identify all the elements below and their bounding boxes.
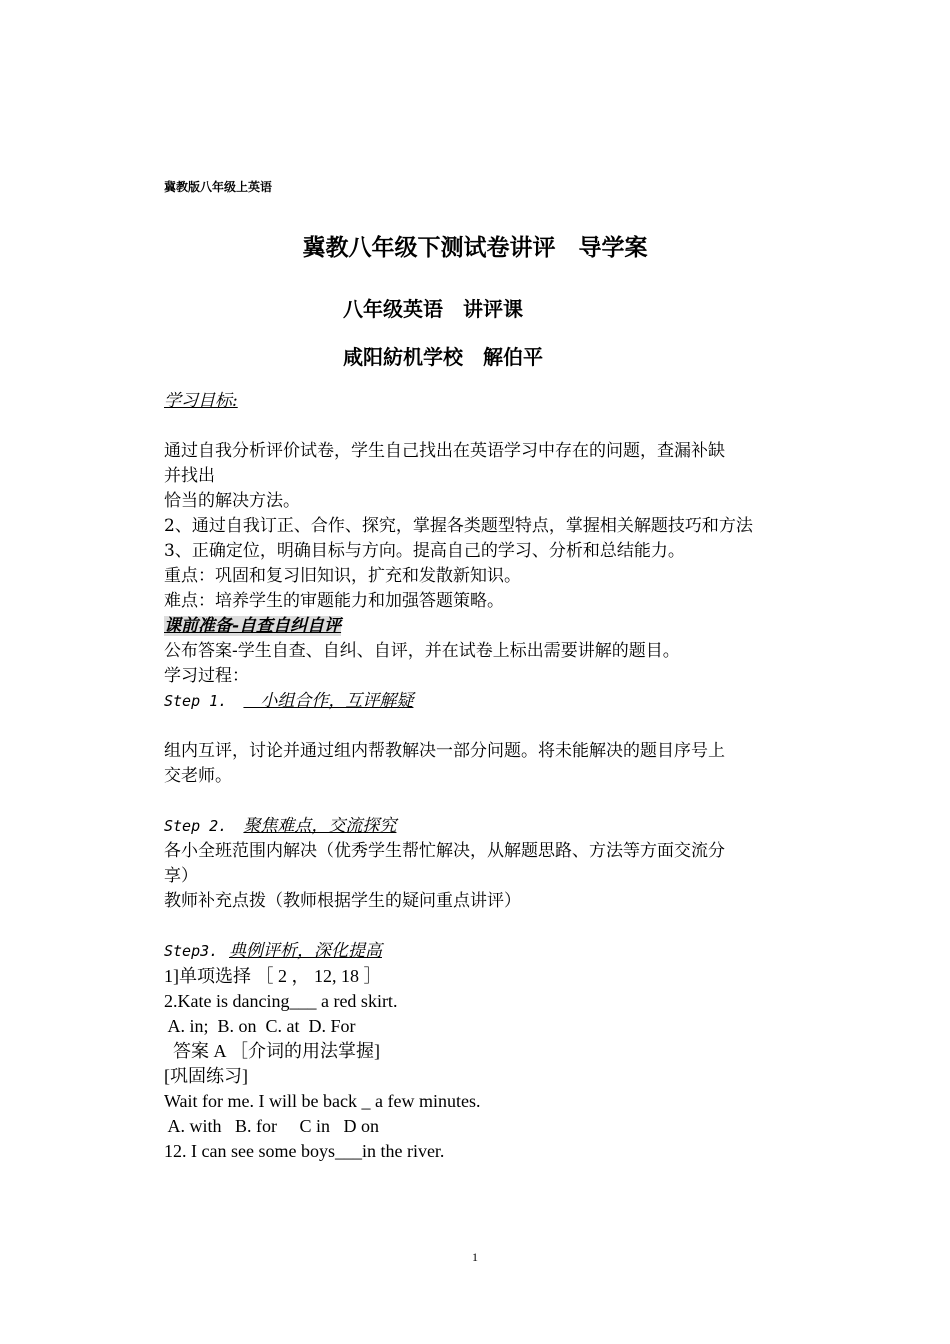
step3-label: Step3. (164, 942, 219, 960)
step1-title: 小组合作，互评解疑 (243, 691, 414, 711)
process-label: 学习过程： (164, 666, 249, 686)
step1-text: 交老师。 (164, 766, 232, 786)
practice-question: Wait for me. I will be back _ a few minutes. (164, 1091, 481, 1111)
course-subtitle: 八年级英语 讲评课 (343, 297, 523, 321)
document-header: 冀教版八年级上英语 (164, 180, 273, 194)
page-number: 1 (472, 1250, 478, 1264)
goals-heading: 学习目标: (164, 391, 238, 411)
author-line: 咸阳紡机学校 解伯平 (343, 345, 543, 369)
document-body (164, 389, 796, 1164)
goal-line: 通过自我分析评价试卷，学生自己找出在英语学习中存在的问题，查漏补缺 (164, 441, 725, 461)
goal-line: 并找出 (164, 466, 215, 486)
practice-options: A. with B. for C in D on (164, 1116, 380, 1136)
step1-text: 组内互评，讨论并通过组内帮教解决一部分问题。将未能解决的题目序号上 (164, 741, 725, 761)
difficulty-point: 难点：培养学生的审题能力和加强答题策略。 (164, 591, 504, 611)
step2-label: Step 2. (164, 817, 228, 835)
question-2-options: A. in; B. on C. at D. For (164, 1016, 356, 1036)
step1-label: Step 1. (164, 692, 228, 710)
question-12: 12. I can see some boys___in the river. (164, 1141, 445, 1161)
step2-text: 教师补充点拨（教师根据学生的疑问重点讲评） (164, 891, 521, 911)
step2-title: 聚焦难点，交流探究 (243, 816, 397, 836)
step3-title: 典例评析，深化提高 (229, 941, 382, 961)
goal-line: 恰当的解决方法。 (164, 491, 300, 511)
document-title: 冀教八年级下测试卷讲评 导学案 (302, 235, 648, 261)
prep-text: 公布答案-学生自查、自纠、自评，并在试卷上标出需要讲解的题目。 (164, 641, 680, 661)
goal-line: 3、正确定位，明确目标与方向。提高自己的学习、分析和总结能力。 (164, 541, 685, 561)
question-2: 2.Kate is dancing___ a red skirt. (164, 991, 398, 1011)
step2-text: 享） (164, 866, 198, 886)
key-point: 重点：巩固和复习旧知识，扩充和发散新知识。 (164, 566, 521, 586)
step2-text: 各小全班范围内解决（优秀学生帮忙解决，从解题思路、方法等方面交流分 (164, 841, 725, 861)
question-2-answer: 答案 A ［介词的用法掌握] (164, 1041, 380, 1061)
prep-heading: 课前准备-自查自纠自评 (164, 616, 342, 636)
mc-label: 1]单项选择 ［ 2 ， 12, 18 ］ (164, 966, 382, 986)
goal-line: 2、通过自我订正、合作、探究，掌握各类题型特点，掌握相关解题技巧和方法 (164, 516, 753, 536)
practice-label: [巩固练习] (164, 1066, 248, 1086)
